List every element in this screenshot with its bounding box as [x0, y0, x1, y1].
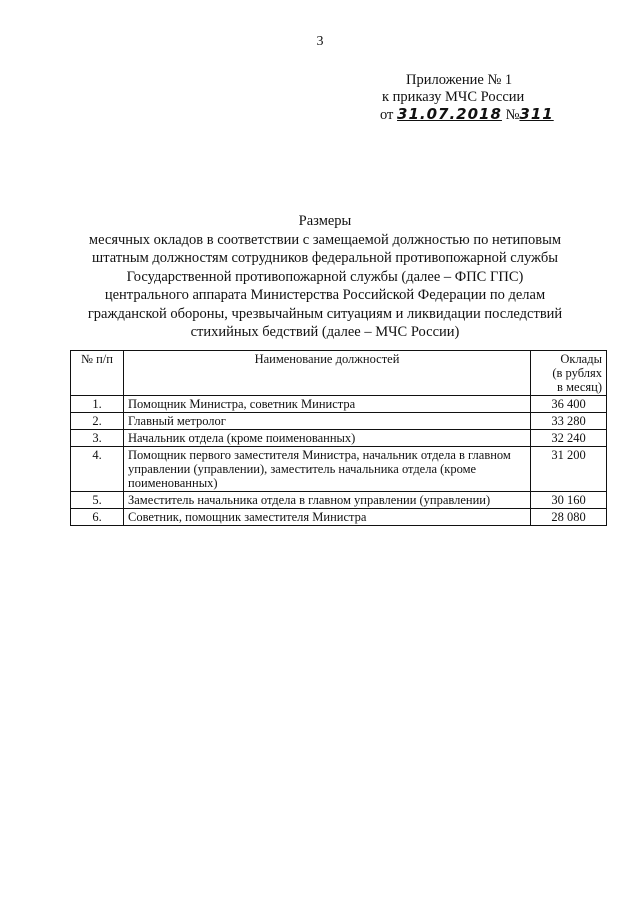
row-salary: 33 280 — [531, 413, 607, 430]
handwritten-order-number: 311 — [519, 105, 554, 123]
row-num: 4. — [71, 447, 124, 492]
title-line: гражданской обороны, чрезвычайным ситуациям и ликвидации последствий — [87, 305, 563, 322]
header-salary-line: (в рублях — [552, 366, 602, 380]
title-line: Государственной противопожарной службы (далее – ФПС ГПС) — [126, 268, 524, 285]
row-num: 5. — [71, 492, 124, 509]
salary-table — [70, 350, 607, 526]
row-salary: 30 160 — [531, 492, 607, 509]
header-salary-line: Оклады — [560, 352, 602, 366]
appendix-reference — [380, 72, 580, 124]
title-line: штатным должностям сотрудников федеральной противопожарной службы — [92, 250, 558, 266]
row-salary: 28 080 — [531, 509, 607, 526]
table-row — [71, 396, 607, 413]
row-salary: 31 200 — [531, 447, 607, 492]
row-salary: 36 400 — [531, 396, 607, 413]
table-header-row — [71, 351, 607, 396]
handwritten-date: 31.07.2018 — [397, 105, 502, 123]
document-title — [60, 212, 590, 342]
row-position: Помощник первого заместителя Министра, начальник отдела в главном управлении (управлении), заместитель начальника отдела (кроме поименованных) — [124, 447, 531, 492]
page-number: 3 — [316, 34, 324, 49]
row-salary: 32 240 — [531, 430, 607, 447]
header-salary — [531, 351, 607, 396]
title-heading: Размеры — [298, 213, 352, 229]
date-prefix: от — [380, 107, 394, 123]
number-prefix: № — [505, 107, 520, 123]
order-date-line — [380, 106, 580, 124]
header-num: № п/п — [71, 351, 124, 396]
row-position: Главный метролог — [124, 413, 531, 430]
row-num: 3. — [71, 430, 124, 447]
title-line: месячных окладов в соответствии с замещаемой должностью по нетиповым — [88, 231, 562, 248]
row-position: Советник, помощник заместителя Министра — [124, 509, 531, 526]
title-line: центрального аппарата Министерства Российской Федерации по делам — [104, 287, 546, 303]
order-reference: к приказу МЧС России — [382, 89, 525, 105]
title-line: стихийных бедствий (далее – МЧС России) — [190, 324, 460, 340]
appendix-title: Приложение № 1 — [406, 72, 513, 88]
row-num: 2. — [71, 413, 124, 430]
header-salary-line: в месяц) — [557, 380, 602, 394]
row-position: Заместитель начальника отдела в главном управлении (управлении) — [124, 492, 531, 509]
header-name: Наименование должностей — [124, 351, 531, 396]
table-row — [71, 509, 607, 526]
table-row — [71, 430, 607, 447]
row-position: Начальник отдела (кроме поименованных) — [124, 430, 531, 447]
row-position: Помощник Министра, советник Министра — [124, 396, 531, 413]
row-num: 6. — [71, 509, 124, 526]
table-row — [71, 447, 607, 492]
table-row — [71, 413, 607, 430]
table-row — [71, 492, 607, 509]
row-num: 1. — [71, 396, 124, 413]
